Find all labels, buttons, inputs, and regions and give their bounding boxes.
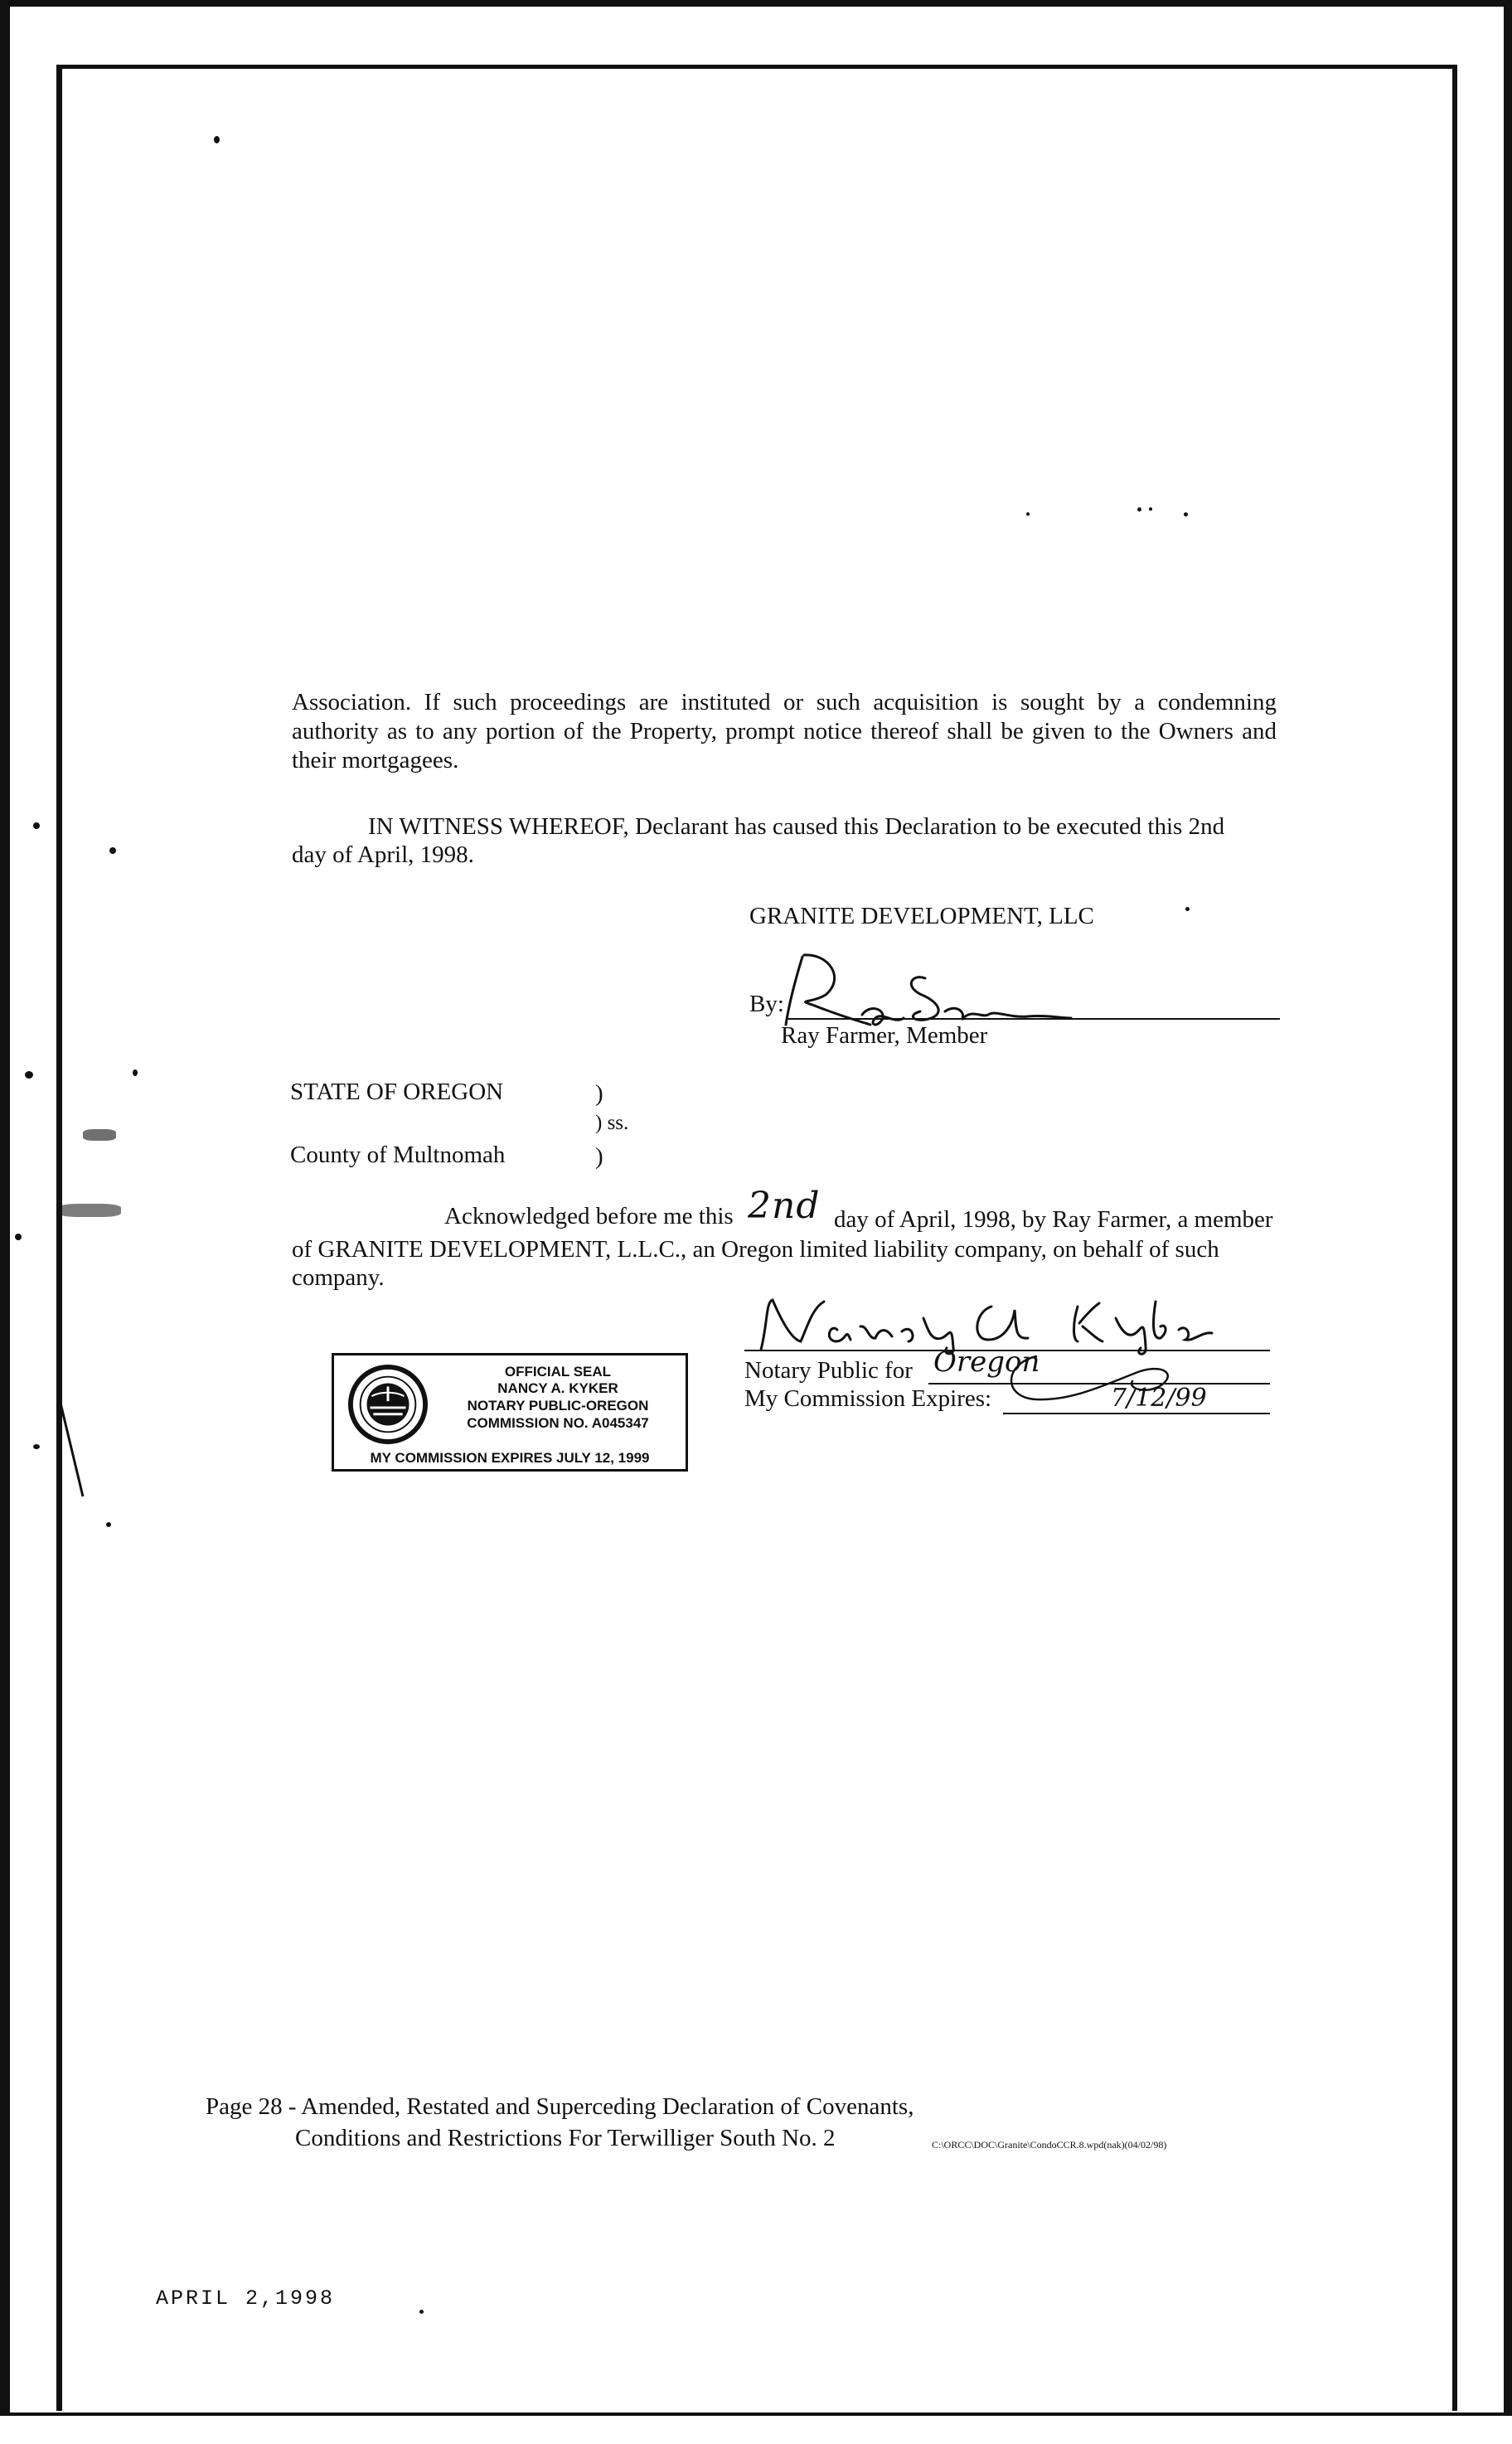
signer-name: Ray Farmer, Member xyxy=(781,1022,988,1049)
seal-title: OFFICIAL SEAL xyxy=(504,1364,612,1380)
scan-speck xyxy=(1026,512,1030,516)
ack-line-3: company. xyxy=(292,1264,385,1291)
scan-streak xyxy=(56,1393,90,1501)
date-stamp: APRIL 2,1998 xyxy=(156,2286,336,2311)
commission-expires-label: My Commission Expires: xyxy=(744,1385,992,1412)
footer-file-path: C:\ORCC\DOC\Granite\CondoCCR.8.wpd(nak)(04/02/98) xyxy=(932,2139,1167,2151)
seal-commission-expires: MY COMMISSION EXPIRES JULY 12, 1999 xyxy=(370,1450,650,1466)
company-name: GRANITE DEVELOPMENT, LLC xyxy=(749,903,1094,929)
oregon-state-seal-icon xyxy=(347,1364,429,1445)
body-paragraph-1: Association. If such proceedings are instituted or such acquisition is sought by a condemning authority as to any portion of the Property, prompt notice thereof shall be given to the Owners and their mortgagees. xyxy=(292,689,1277,773)
scan-speck xyxy=(419,2310,424,2314)
venue-state: STATE OF OREGON xyxy=(290,1079,504,1105)
notary-public-label: Notary Public for xyxy=(744,1357,913,1384)
scan-speck xyxy=(33,822,40,829)
seal-notary-name: NANCY A. KYKER xyxy=(497,1380,618,1396)
footer-line-1: Page 28 - Amended, Restated and Superceding Declaration of Covenants, xyxy=(206,2093,914,2120)
seal-notary-public: NOTARY PUBLIC-OREGON xyxy=(467,1398,649,1414)
scan-speck xyxy=(58,1204,121,1217)
body-paragraph-2-line-1: IN WITNESS WHEREOF, Declarant has caused this Declaration to be executed this 2nd xyxy=(368,813,1225,840)
scan-speck xyxy=(109,847,116,854)
scan-speck xyxy=(15,1234,22,1240)
scan-edge-right xyxy=(1504,0,1512,2441)
scan-edge-top xyxy=(0,0,1512,7)
venue-county: County of Multnomah xyxy=(290,1142,506,1168)
venue-paren-bottom: ) xyxy=(595,1143,603,1170)
scan-speck xyxy=(214,136,220,143)
commission-expiry-line xyxy=(1003,1413,1270,1414)
scan-speck xyxy=(25,1071,33,1079)
official-seal-stamp xyxy=(332,1353,688,1472)
ack-line-2: of GRANITE DEVELOPMENT, L.L.C., an Oregon limited liability company, on behalf of such xyxy=(292,1236,1219,1263)
commission-expiry-handwritten: 7/12/99 xyxy=(1111,1384,1207,1413)
notary-handwriting-loop xyxy=(986,1340,1185,1406)
body-paragraph-2-line-2: day of April, 1998. xyxy=(292,841,474,868)
scan-edge-bottom xyxy=(0,2412,1512,2444)
scan-speck xyxy=(1137,507,1141,512)
scan-speck xyxy=(1185,907,1190,911)
scan-speck xyxy=(1184,512,1188,516)
scan-edge-left xyxy=(0,0,10,2441)
seal-commission-number: COMMISSION NO. A045347 xyxy=(467,1415,649,1431)
scan-speck xyxy=(106,1522,111,1527)
ack-line-1-before: Acknowledged before me this xyxy=(444,1203,734,1229)
scan-speck xyxy=(133,1069,138,1076)
footer-line-2: Conditions and Restrictions For Terwilliger South No. 2 xyxy=(295,2125,836,2151)
venue-ss: ) ss. xyxy=(595,1112,629,1134)
notary-state-handwritten: Oregon xyxy=(933,1346,1040,1379)
scan-speck xyxy=(83,1129,116,1141)
ack-line-1-after: day of April, 1998, by Ray Farmer, a member xyxy=(834,1206,1273,1233)
venue-paren-top: ) xyxy=(595,1080,603,1107)
by-label: By: xyxy=(749,991,784,1017)
scan-speck xyxy=(33,1444,40,1449)
scan-speck xyxy=(1149,507,1152,511)
ack-handwritten-day: 2nd xyxy=(748,1185,821,1227)
